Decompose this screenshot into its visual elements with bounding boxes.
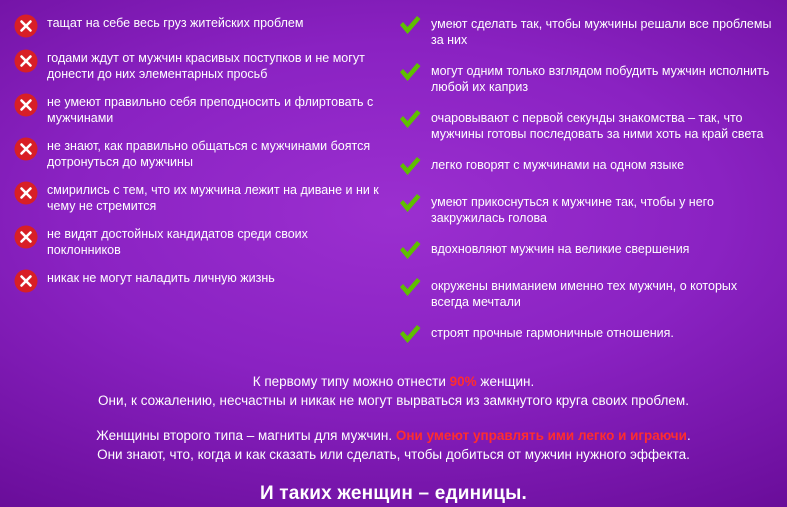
list-item-label: не видят достойных кандидатов среди своих поклонников	[47, 227, 308, 257]
cross-icon	[14, 225, 38, 249]
summary-p2-highlight: Они умеют управлять ими легко и играючи	[395, 428, 687, 443]
list-item-label: никак не могут наладить личную жизнь	[47, 271, 275, 285]
list-item	[398, 14, 777, 48]
list-item	[14, 225, 380, 258]
check-icon	[398, 323, 422, 347]
list-item-label: строят прочные гармоничные отношения.	[431, 326, 674, 340]
check-icon	[398, 14, 422, 38]
list-item	[14, 181, 380, 214]
list-item	[398, 239, 777, 263]
summary-p1-text-after: женщин.	[476, 374, 535, 389]
cross-icon	[14, 93, 38, 117]
summary-p2-line2: Они знают, что, когда и как сказать или сделать, чтобы добиться от мужчин нужного эффекта.	[97, 447, 690, 462]
closing-statement: И таких женщин – единицы.	[259, 483, 528, 504]
cross-icon	[14, 14, 38, 38]
list-item	[398, 323, 777, 347]
list-item	[398, 276, 777, 310]
list-item	[14, 49, 380, 82]
list-item-label: смирились с тем, что их мужчина лежит на диване и ни к чему не стремится	[47, 183, 379, 213]
check-icon	[398, 108, 422, 132]
list-item-label: не знают, как правильно общаться с мужчинами боятся дотронуться до мужчины	[47, 139, 371, 169]
cross-icon	[14, 269, 38, 293]
negative-traits-column	[0, 14, 388, 360]
cross-icon	[14, 137, 38, 161]
check-icon	[398, 61, 422, 85]
summary-paragraph-two	[0, 426, 787, 464]
list-item-label: легко говорят с мужчинами на одном языке	[431, 158, 685, 172]
list-item	[14, 93, 380, 126]
two-column-lists	[0, 14, 787, 360]
list-item-label: умеют прикоснуться к мужчине так, чтобы у него закружилась голова	[431, 195, 714, 225]
cross-icon	[14, 181, 38, 205]
check-icon	[398, 276, 422, 300]
list-item	[14, 269, 380, 293]
summary-p1-text-before: К первому типу можно отнести	[252, 374, 450, 389]
list-item-label: годами ждут от мужчин красивых поступков и не могут донести до них элементарных просьб	[47, 51, 365, 81]
list-item	[398, 155, 777, 179]
list-item	[398, 192, 777, 226]
list-item-label: очаровывают с первой секунды знакомства – так, что мужчины готовы последовать за ними хоть на край света	[431, 111, 764, 141]
check-icon	[398, 155, 422, 179]
list-item-label: умеют сделать так, чтобы мужчины решали все проблемы за них	[431, 17, 772, 47]
positive-traits-column	[388, 14, 787, 360]
check-icon	[398, 192, 422, 216]
list-item-label: не умеют правильно себя преподносить и флиртовать с мужчинами	[47, 95, 374, 125]
check-icon	[398, 239, 422, 263]
list-item-label: могут одним только взглядом побудить мужчин исполнить любой их каприз	[431, 64, 770, 94]
summary-p2-text-before: Женщины второго типа – магниты для мужчин.	[96, 428, 396, 443]
summary-section	[0, 372, 787, 505]
list-item	[398, 61, 777, 95]
list-item-label: окружены вниманием именно тех мужчин, о которых всегда мечтали	[431, 279, 738, 309]
list-item	[398, 108, 777, 142]
cross-icon	[14, 49, 38, 73]
summary-p1-percent: 90%	[449, 374, 477, 389]
summary-paragraph-one	[0, 372, 787, 410]
summary-p2-text-after: .	[686, 428, 691, 443]
list-item-label: вдохновляют мужчин на великие свершения	[431, 242, 690, 256]
list-item	[14, 137, 380, 170]
list-item	[14, 14, 380, 38]
summary-p1-line2: Они, к сожалению, несчастны и никак не могут вырваться из замкнутого круга своих проблем.	[98, 393, 689, 408]
list-item-label: тащат на себе весь груз житейских проблем	[47, 16, 304, 30]
